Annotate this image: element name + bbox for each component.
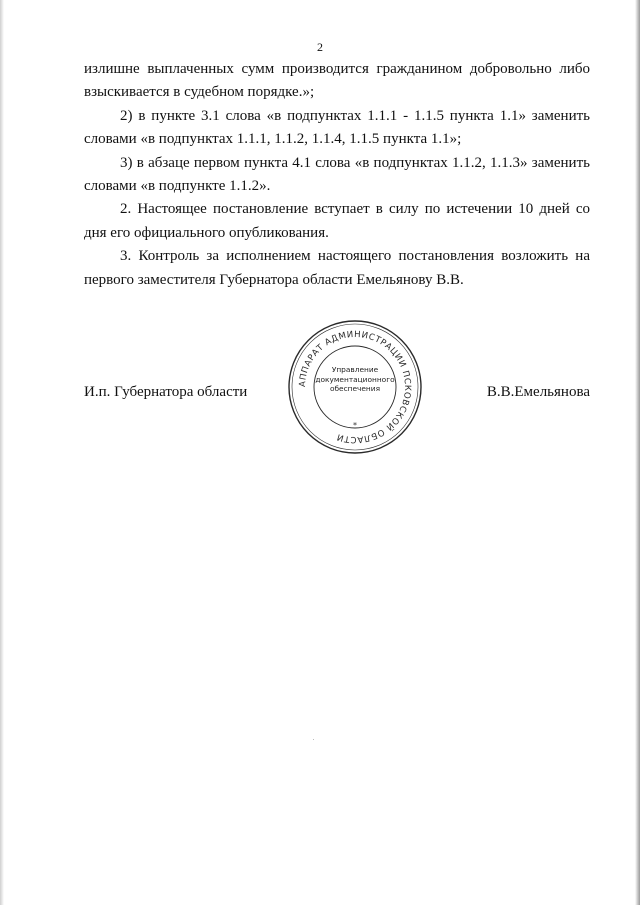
scan-speck <box>313 739 314 740</box>
scan-edge-right <box>635 0 640 905</box>
signature-block <box>84 384 590 408</box>
seal-center-line-2: документационного <box>315 374 395 384</box>
seal-ring-textpath: АППАРАТ АДМИНИСТРАЦИИ ПСКОВСКОЙ ОБЛАСТИ <box>297 329 413 445</box>
signatory-position: И.п. Губернатора области <box>84 384 248 400</box>
page-number: 2 <box>317 40 323 54</box>
document-body <box>84 58 590 292</box>
paragraph-clause-2: 2. Настоящее постановление вступает в силу по истечении 10 дней со дня его официального опубликования. <box>84 201 590 241</box>
seal-center-line-3: обеспечения <box>329 384 381 394</box>
paragraph-item-3: 3) в абзаце первом пункта 4.1 слова «в подпунктах 1.1.2, 1.1.3» заменить словами «в подпункте 1.1.2». <box>84 154 590 195</box>
scan-edge-left <box>0 0 4 905</box>
signatory-name: В.В.Емельянова <box>486 384 590 400</box>
seal-center-line-1: Управление <box>331 365 379 374</box>
paragraph-clause-3: 3. Контроль за исполнением настоящего постановления возложить на первого заместителя Губернатора области Емельянову В.В. <box>84 248 590 288</box>
paragraph-item-2: 2) в пункте 3.1 слова «в подпунктах 1.1.1 - 1.1.5 пункта 1.1» заменить словами «в подпунктах 1.1.1, 1.1.2, 1.1.4, 1.1.5 пункта 1.1»; <box>84 107 590 148</box>
seal-star-icon: * <box>353 421 357 430</box>
paragraph-continuation: излишне выплаченных сумм производится гражданином добровольно либо взыскивается в судебном порядке.»; <box>84 61 590 101</box>
